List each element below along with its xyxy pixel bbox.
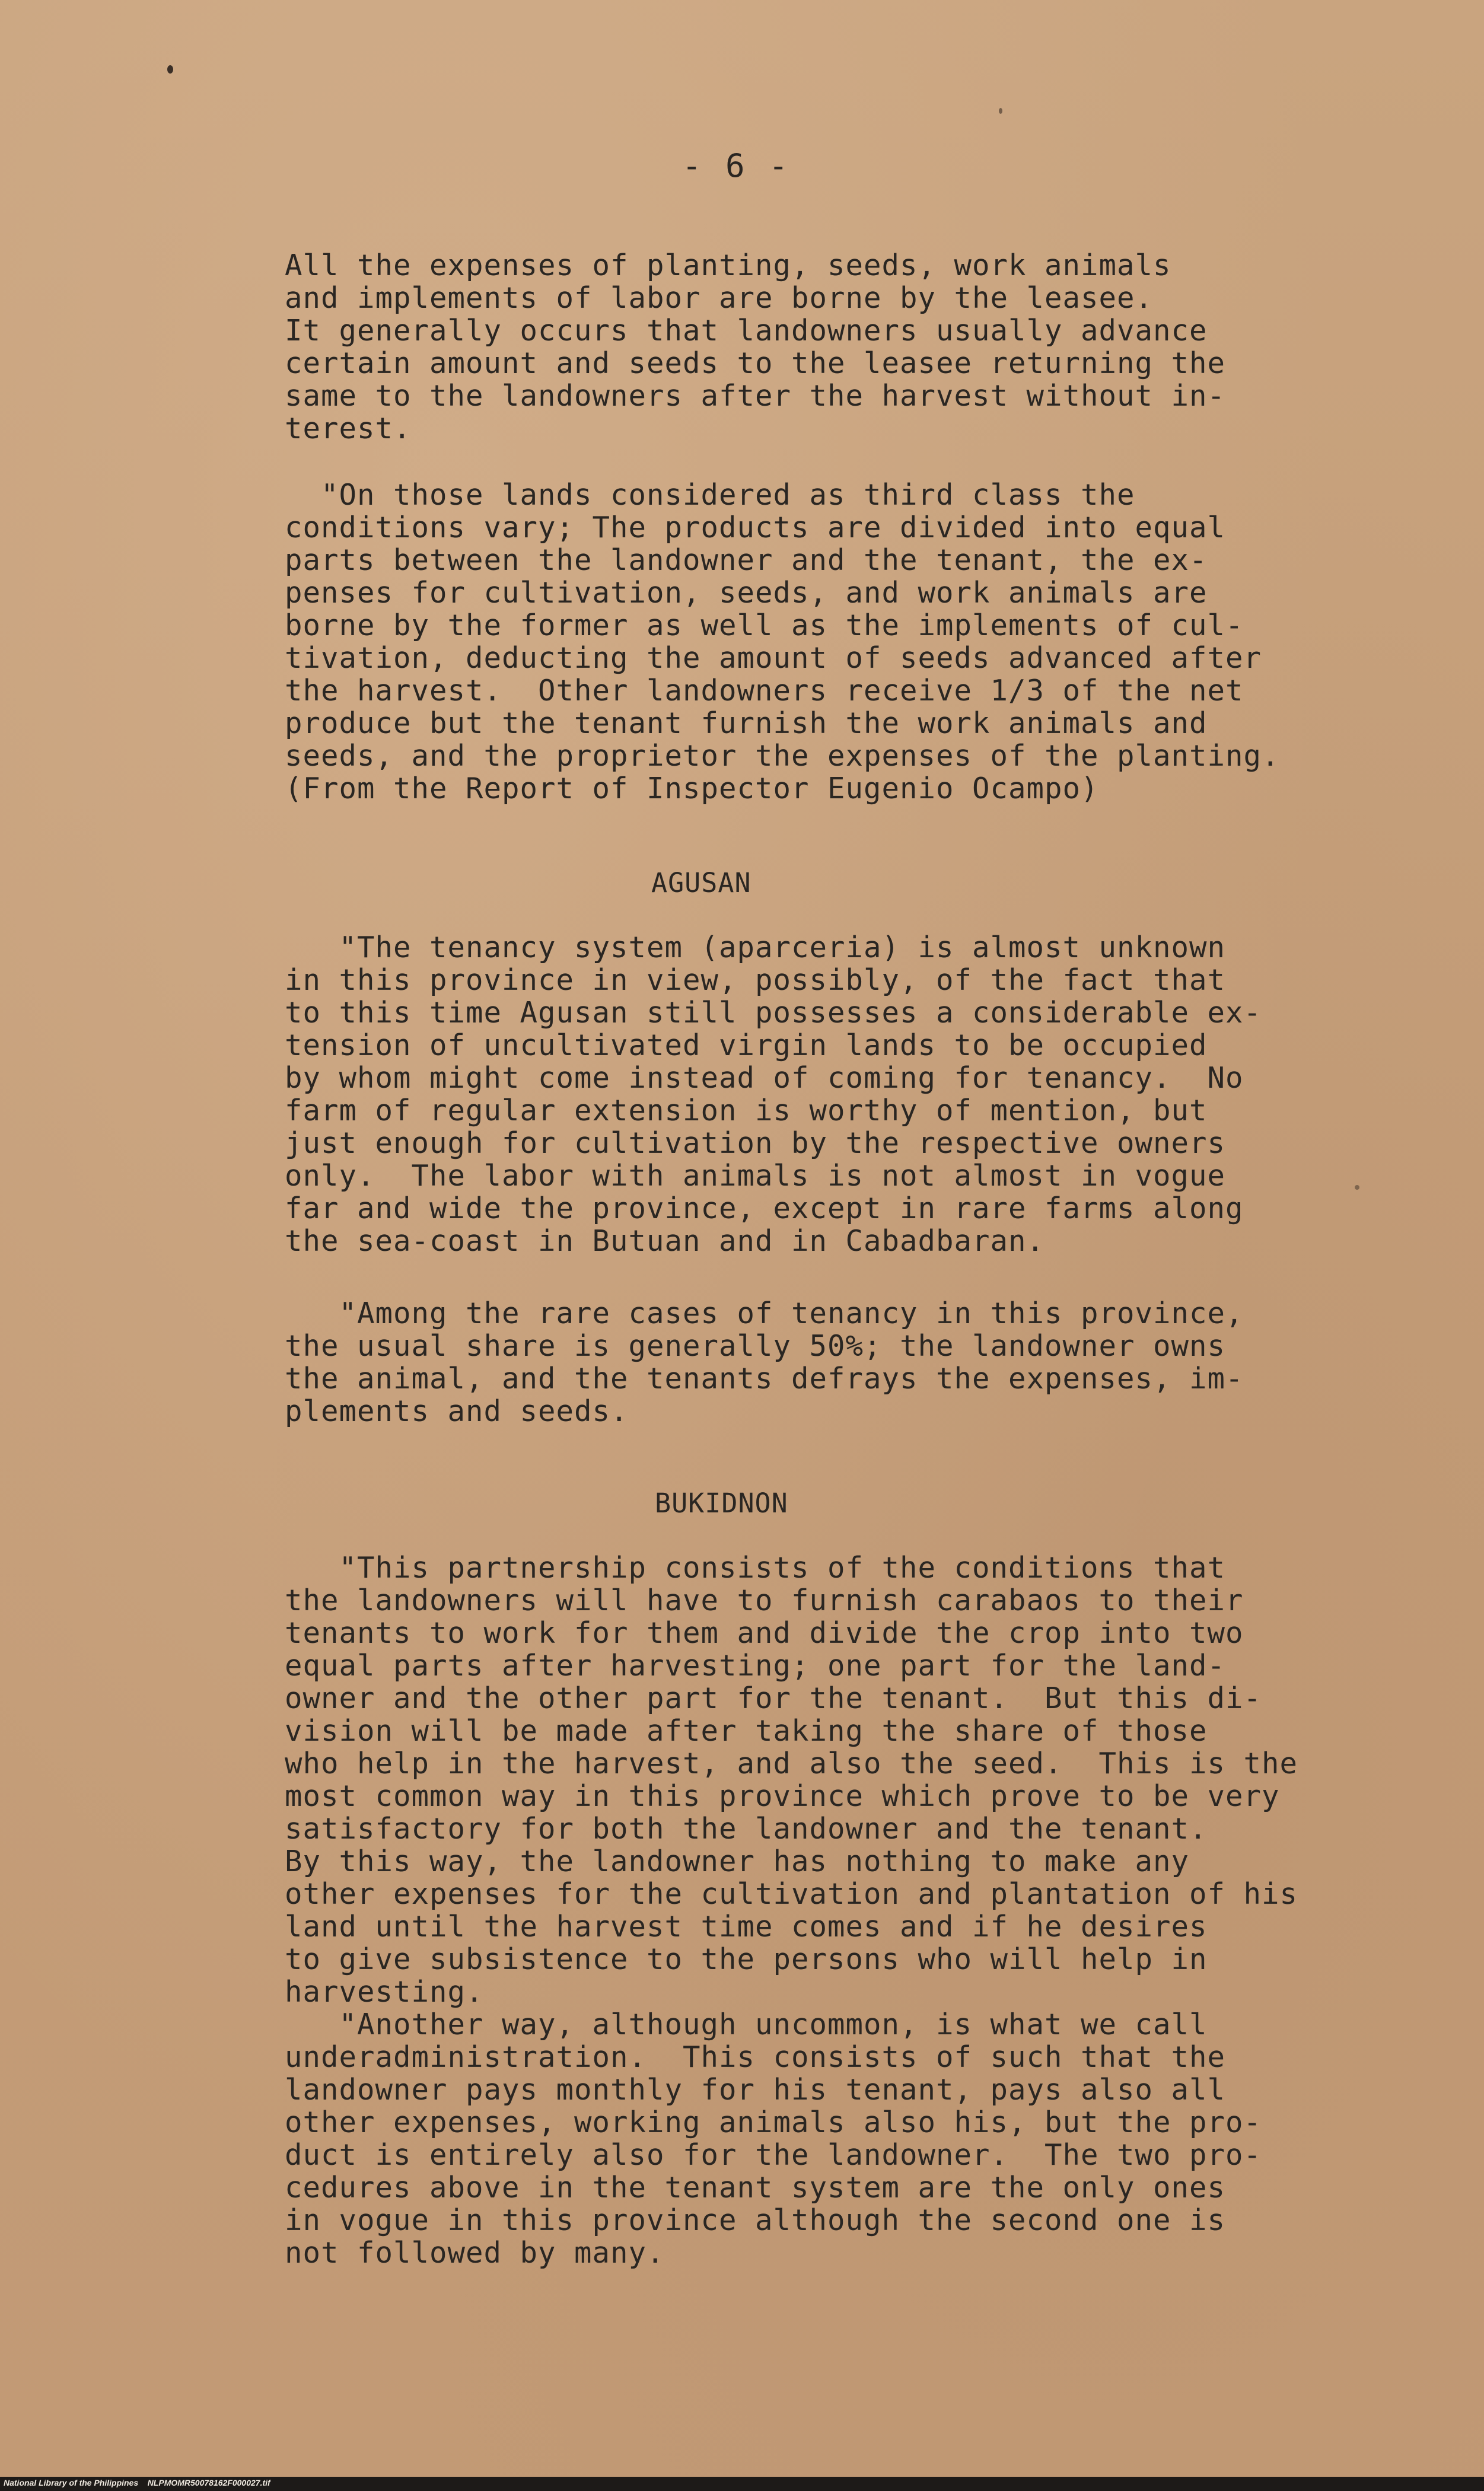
text-line: conditions vary; The products are divided into equal <box>285 511 1226 544</box>
text-line: "This partnership consists of the conditions that <box>285 1551 1226 1585</box>
text-line: cedures above in the tenant system are the only ones <box>285 2171 1226 2205</box>
text-line: the usual share is generally 50%; the landowner owns <box>285 1329 1226 1363</box>
text-line: other expenses, working animals also his, but the pro- <box>285 2105 1262 2139</box>
text-line: tension of uncultivated virgin lands to be occupied <box>285 1028 1208 1062</box>
ink-speck <box>1355 1185 1359 1190</box>
text-line: to this time Agusan still possesses a considerable ex- <box>285 996 1262 1030</box>
text-line: parts between the landowner and the tenant, the ex- <box>285 543 1208 577</box>
text-line: and implements of labor are borne by the leasee. <box>285 281 1154 315</box>
text-line: most common way in this province which prove to be very <box>285 1779 1280 1813</box>
text-line: to give subsistence to the persons who will help in <box>285 1942 1208 1976</box>
text-line: in vogue in this province although the second one is <box>285 2203 1226 2237</box>
text-line: other expenses for the cultivation and plantation of his <box>285 1877 1298 1911</box>
paragraph-agusan-share <box>285 1297 1388 1428</box>
text-line: the sea-coast in Butuan and in Cabadbaran. <box>285 1224 1045 1258</box>
text-line: certain amount and seeds to the leasee returning the <box>285 346 1226 380</box>
text-line: harvesting. <box>285 1975 484 2009</box>
text-line: in this province in view, possibly, of the fact that <box>285 963 1226 997</box>
text-line: "Among the rare cases of tenancy in this province, <box>285 1297 1244 1330</box>
text-line: "On those lands considered as third class the <box>285 478 1135 512</box>
heading-bukidnon: BUKIDNON <box>655 1487 788 1519</box>
text-line: the landowners will have to furnish carabaos to their <box>285 1584 1244 1617</box>
text-line: produce but the tenant furnish the work animals and <box>285 706 1208 740</box>
text-line: By this way, the landowner has nothing to make any <box>285 1845 1190 1878</box>
text-line: the harvest. Other landowners receive 1/3 of the net <box>285 674 1244 708</box>
text-line: terest. <box>285 412 412 445</box>
text-line: land until the harvest time comes and if he desires <box>285 1910 1208 1944</box>
paragraph-bukidnon-partnership <box>285 1552 1388 2269</box>
page-number: - 6 - <box>682 147 791 184</box>
paragraph-agusan-tenancy <box>285 931 1388 1257</box>
text-line: landowner pays monthly for his tenant, pays also all <box>285 2073 1226 2107</box>
text-line: (From the Report of Inspector Eugenio Ocampo) <box>285 772 1099 805</box>
text-line: far and wide the province, except in rare farms along <box>285 1192 1244 1225</box>
text-line: satisfactory for both the landowner and the tenant. <box>285 1812 1208 1846</box>
text-line: tivation, deducting the amount of seeds advanced after <box>285 641 1262 675</box>
text-line: the animal, and the tenants defrays the expenses, im- <box>285 1362 1244 1396</box>
text-line: underadministration. This consists of such that the <box>285 2040 1226 2074</box>
text-line: duct is entirely also for the landowner. The two pro- <box>285 2138 1262 2172</box>
text-line: owner and the other part for the tenant. But this di- <box>285 1681 1262 1715</box>
text-line: vision will be made after taking the share of those <box>285 1714 1208 1748</box>
text-line: "The tenancy system (aparceria) is almost unknown <box>285 931 1226 964</box>
text-line: same to the landowners after the harvest without in- <box>285 379 1226 413</box>
text-line: plements and seeds. <box>285 1394 629 1428</box>
text-line: borne by the former as well as the implements of cul- <box>285 609 1244 642</box>
ink-speck <box>167 65 173 74</box>
text-line: who help in the harvest, and also the seed. This is the <box>285 1747 1298 1780</box>
text-line: just enough for cultivation by the respective owners <box>285 1126 1226 1160</box>
paragraph-third-class-lands <box>285 479 1388 805</box>
text-line: It generally occurs that landowners usually advance <box>285 314 1208 348</box>
ink-speck <box>999 108 1002 114</box>
text-line: seeds, and the proprietor the expenses of the planting. <box>285 739 1280 773</box>
text-line: farm of regular extension is worthy of mention, but <box>285 1094 1208 1127</box>
text-line: "Another way, although uncommon, is what we call <box>285 2008 1208 2041</box>
text-line: by whom might come instead of coming for tenancy. No <box>285 1061 1244 1095</box>
text-line: tenants to work for them and divide the crop into two <box>285 1616 1244 1650</box>
paragraph-expenses <box>285 249 1388 445</box>
footer-caption: National Library of the Philippines NLPMOMR50078162F000027.tif <box>4 2478 270 2487</box>
text-line: equal parts after harvesting; one part for the land- <box>285 1649 1226 1683</box>
heading-agusan: AGUSAN <box>651 867 751 899</box>
text-line: only. The labor with animals is not almost in vogue <box>285 1159 1226 1193</box>
text-line: not followed by many. <box>285 2236 665 2270</box>
text-line: penses for cultivation, seeds, and work animals are <box>285 576 1208 610</box>
text-line: All the expenses of planting, seeds, work animals <box>285 249 1171 282</box>
